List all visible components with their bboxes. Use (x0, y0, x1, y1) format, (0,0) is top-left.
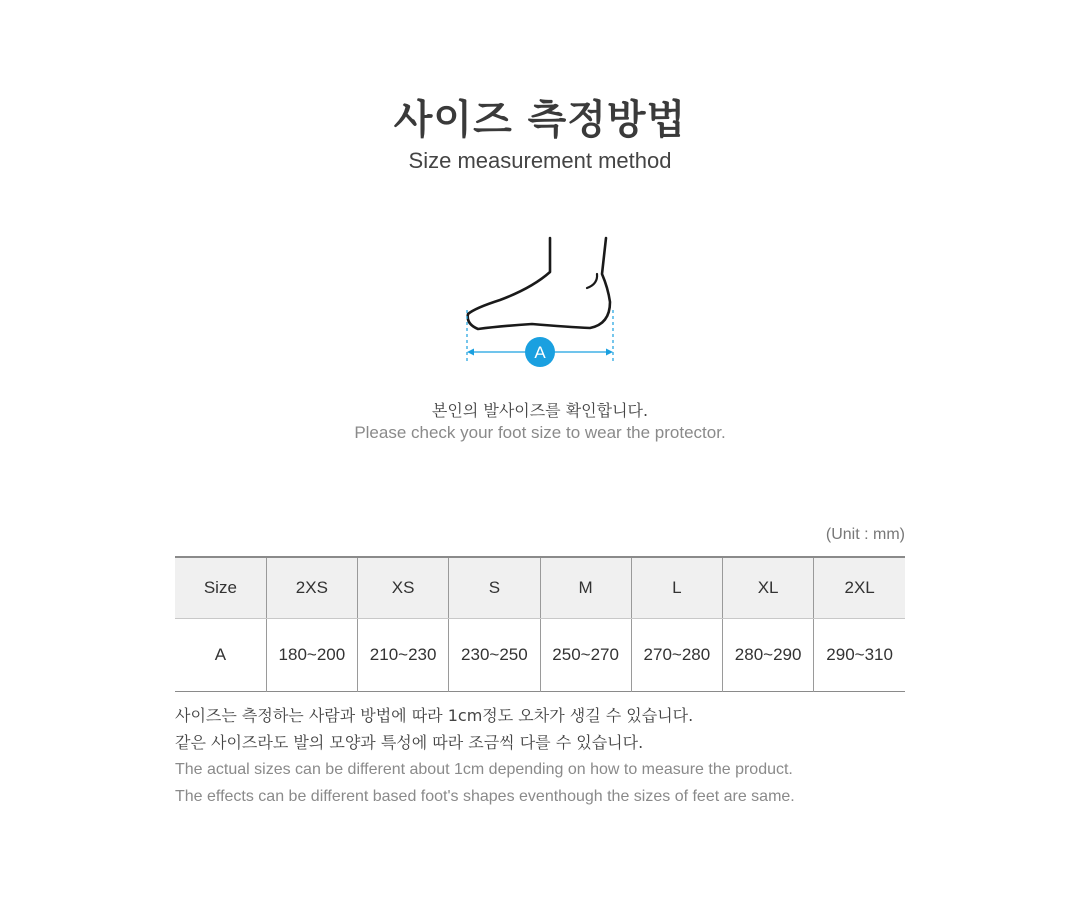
unit-label: (Unit : mm) (825, 526, 905, 543)
note-english-1: The actual sizes can be different about 1cm depending on how to measure the product. (175, 761, 793, 778)
column-header: L (631, 557, 722, 619)
note-english-2: The effects can be different based foot's shapes eventhough the sizes of feet are same. (175, 788, 795, 805)
table-cell: 270~280 (631, 619, 722, 692)
column-header: M (540, 557, 631, 619)
foot-side-view-icon (460, 230, 620, 375)
column-header: Size (175, 557, 266, 619)
column-header: 2XS (266, 557, 357, 619)
table-cell: A (214, 645, 227, 664)
table-row (175, 619, 905, 692)
note-korean-2: 같은 사이즈라도 발의 모양과 특성에 따라 조금씩 다를 수 있습니다. (175, 733, 644, 752)
table-cell: 230~250 (449, 619, 540, 692)
column-header: 2XL (814, 557, 905, 619)
table-cell: 290~310 (814, 619, 905, 692)
size-notes (175, 702, 975, 810)
table-cell: 280~290 (723, 619, 814, 692)
page-title: 사이즈 측정방법 (393, 97, 687, 143)
note-korean-1: 사이즈는 측정하는 사람과 방법에 따라 1cm정도 오차가 생길 수 있습니다. (175, 706, 694, 725)
table-cell: 180~200 (266, 619, 357, 692)
instruction-korean: 본인의 발사이즈를 확인합니다. (431, 401, 649, 420)
page-subtitle: Size measurement method (408, 148, 672, 173)
column-header: XL (723, 557, 814, 619)
table-header-row (175, 557, 905, 619)
column-header: S (449, 557, 540, 619)
instruction-english: Please check your foot size to wear the protector. (354, 423, 726, 442)
table-cell: 210~230 (358, 619, 449, 692)
table-cell: 250~270 (540, 619, 631, 692)
column-header: XS (358, 557, 449, 619)
measure-marker-label: A (534, 343, 546, 362)
size-table (175, 556, 905, 692)
